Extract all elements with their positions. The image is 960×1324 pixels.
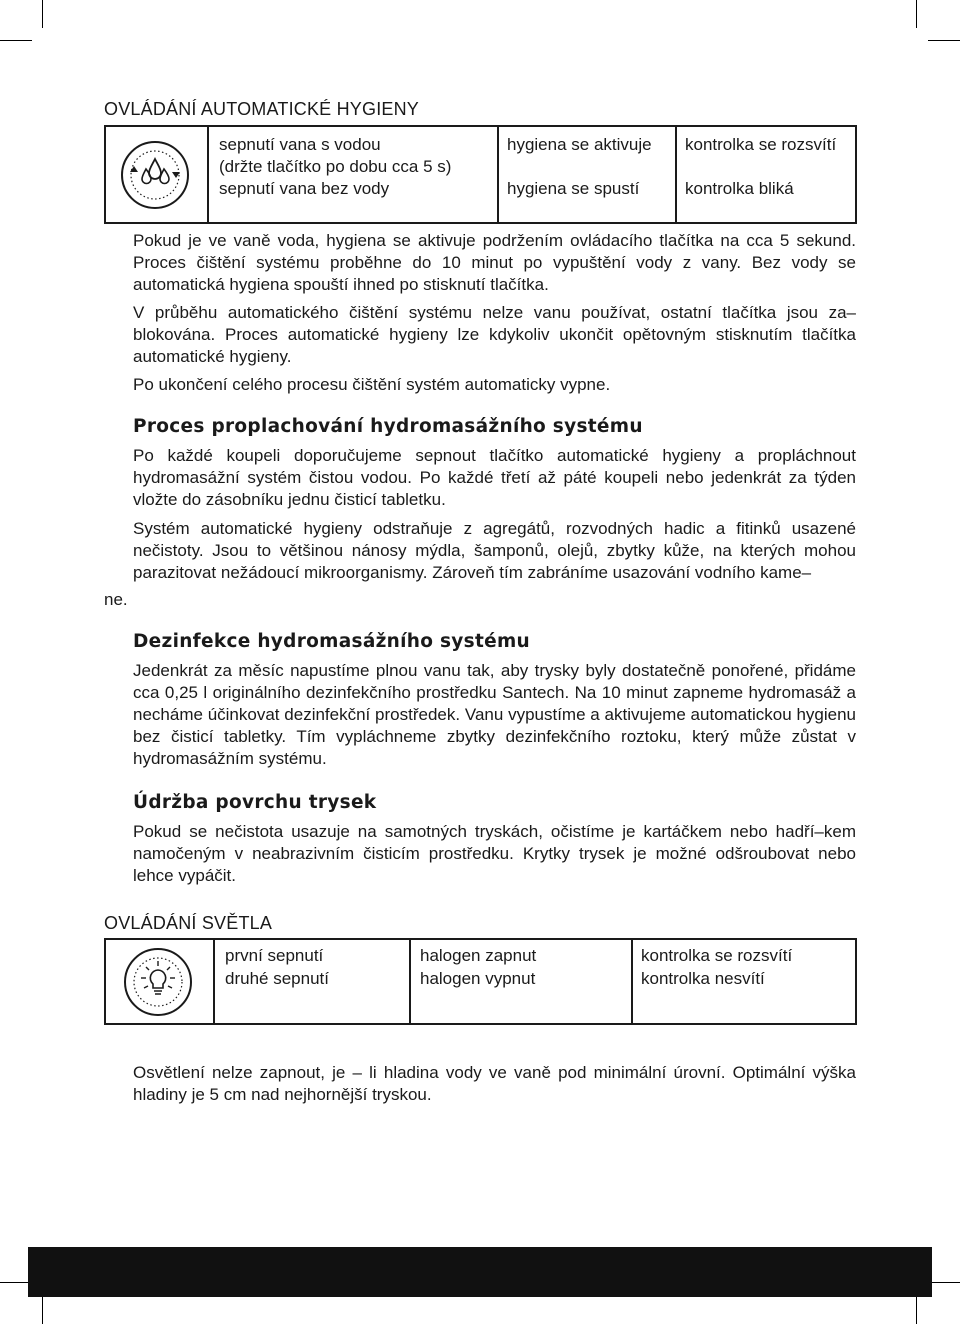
disinfection-heading: Dezinfekce hydromasážního systému [133, 631, 531, 652]
crop-mark [916, 0, 917, 28]
light-action-2: druhé sepnutí [225, 969, 329, 988]
crop-mark [928, 1282, 960, 1283]
hygiene-paragraph-2: V průběhu automatického čištění systému nelze vanu používat, ostatní tlačítka jsou za–blokována. Proces automatické hygieny lze kdykoliv ukončit opětovným stisknutím tlačítka automatické hygieny. [133, 303, 856, 366]
water-drops-button-icon [119, 139, 191, 211]
hygiene-result-cell [497, 127, 675, 222]
hygiene-action-1: sepnutí vana s vodou [219, 135, 381, 154]
rinse-paragraph-2: Systém automatické hygieny odstraňuje z agregátů, rozvodných hadic a fitinků usazené nečistoty. Jsou to většinou nánosy mýdla, šamponů, olejů, zbytky kůže, na kterých mohou parazitovat nežádoucí mikroorganismy. Zároveň tím zabráníme usazování vodního kame– [133, 519, 856, 582]
hygiene-control-table [104, 125, 857, 224]
hygiene-action-note: (držte tlačítko po dobu cca 5 s) [219, 157, 452, 176]
light-icon-cell [106, 940, 213, 1023]
hygiene-indicator-1: kontrolka se rozsvítí [685, 135, 837, 154]
crop-mark [42, 0, 43, 28]
light-indicator-2: kontrolka nesvítí [641, 969, 765, 988]
crop-mark [928, 40, 960, 41]
light-action-1: první sepnutí [225, 946, 324, 965]
hygiene-paragraph-3: Po ukončení celého procesu čištění systém automaticky vypne. [133, 375, 611, 394]
hygiene-action-cell [207, 127, 497, 222]
disinfection-paragraph: Jedenkrát za měsíc napustíme plnou vanu tak, aby trysky byly dostatečně ponořené, přidáme cca 0,25 l originálního dezinfekčního prostředku Santech. Na 10 minut zapneme hydromasáž a necháme účinkovat dezinfekční prostředek. Vanu vypustíme a aktivujeme automatickou hygienu bez čisticí tabletky. Tím vypláchneme zbytky dezinfekčního roztoku, který může zůstat v hydromasážním systému. [133, 661, 856, 768]
hygiene-section-title: OVLÁDÁNÍ AUTOMATICKÉ HYGIENY [104, 99, 420, 119]
crop-mark [0, 40, 32, 41]
light-indicator-1: kontrolka se rozsvítí [641, 946, 793, 965]
nozzles-paragraph: Pokud se nečistota usazuje na samotných tryskách, očistíme je kartáčkem nebo hadří–kem namočeným v neabrazivním čisticím prostředku. Krytky trysek je možné odšroubovat nebo lehce vypáčit. [133, 822, 856, 885]
light-bulb-button-icon [122, 946, 194, 1018]
hygiene-result-2: hygiena se spustí [507, 179, 640, 198]
light-control-table [104, 938, 857, 1025]
hygiene-icon-cell [106, 127, 207, 222]
nozzles-heading: Údržba povrchu trysek [133, 792, 377, 813]
crop-mark [916, 1296, 917, 1324]
hygiene-action-2: sepnutí vana bez vody [219, 179, 390, 198]
rinse-paragraph-1: Po každé koupeli doporučujeme sepnout tlačítko automatické hygieny a propláchnout hydromasážní systém čistou vodou. Po každé třetí až páté koupeli nebo jedenkrát za týden vložte do zásobníku jednu čisticí tabletku. [133, 446, 856, 509]
light-result-1: halogen zapnut [420, 946, 537, 965]
page-footer-bar [28, 1247, 932, 1297]
rinse-paragraph-3: ne. [104, 590, 128, 609]
light-result-cell [409, 940, 631, 1023]
light-paragraph: Osvětlení nelze zapnout, je – li hladina vody ve vaně pod minimální úrovní. Optimální výška hladiny je 5 cm nad nejhornější tryskou. [133, 1063, 856, 1104]
hygiene-paragraph-1: Pokud je ve vaně voda, hygiena se aktivuje podržením ovládacího tlačítka na cca 5 sekund. Proces čištění systému proběhne do 10 minut po vypuštění vody z vany. Bez vody se automatická hygiena spouští ihned po stisknutí tlačítka. [133, 231, 856, 294]
light-action-cell [213, 940, 409, 1023]
hygiene-result-1: hygiena se aktivuje [507, 135, 652, 154]
light-indicator-cell [631, 940, 855, 1023]
rinse-heading: Proces proplachování hydromasážního systému [133, 416, 643, 437]
light-result-2: halogen vypnut [420, 969, 536, 988]
crop-mark [42, 1296, 43, 1324]
hygiene-indicator-cell [675, 127, 855, 222]
light-section-title: OVLÁDÁNÍ SVĚTLA [104, 913, 273, 933]
hygiene-indicator-2: kontrolka bliká [685, 179, 794, 198]
